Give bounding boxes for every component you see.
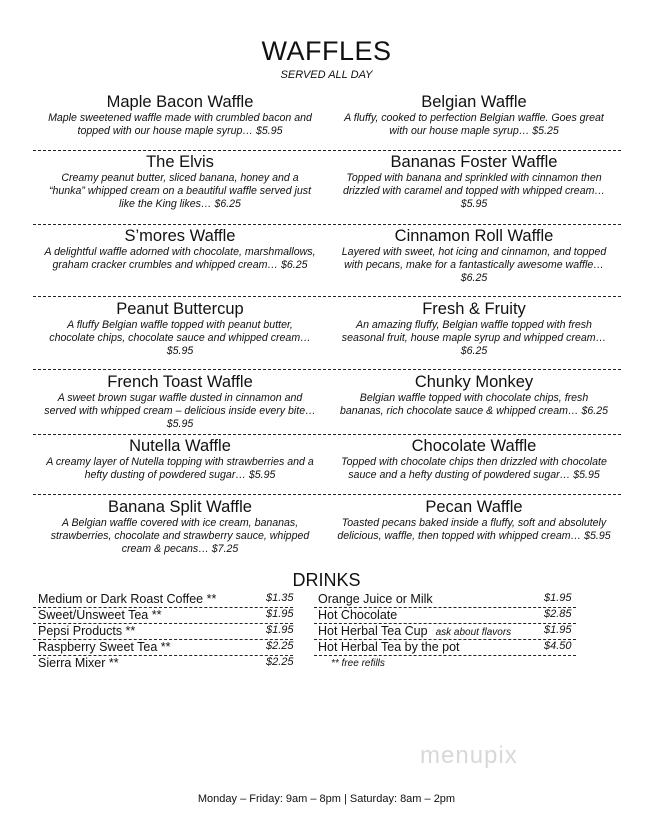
- item-name: The Elvis: [146, 153, 214, 171]
- item-name: S’mores Waffle: [124, 227, 236, 245]
- menu-item: [327, 92, 621, 138]
- waffle-row: [33, 299, 621, 358]
- menu-item: [33, 436, 327, 482]
- drink-name: Sweet/Unsweet Tea **: [38, 608, 162, 622]
- drink-item: [318, 624, 578, 640]
- drink-item: [38, 640, 298, 656]
- menu-item: [327, 226, 621, 285]
- item-price: $6.25: [581, 405, 608, 417]
- item-description: Topped with chocolate chips then drizzled with chocolate sauce and a hefty dusting of powdered sugar… $5.95: [341, 456, 607, 481]
- item-name: Pecan Waffle: [425, 498, 523, 516]
- drink-name: Pepsi Products **: [38, 624, 136, 638]
- drink-name: Hot Herbal Tea Cup: [318, 624, 428, 638]
- item-price: $5.95: [166, 418, 194, 430]
- drink-price: $2.25: [266, 656, 294, 668]
- item-description: Belgian waffle topped with chocolate chips, fresh bananas, rich chocolate sauce & whipped cream… $6.25: [340, 392, 608, 417]
- menu-item: [33, 497, 327, 556]
- item-name: Belgian Waffle: [421, 93, 527, 111]
- waffle-row: [33, 92, 621, 138]
- drink-note: ask about flavors: [435, 627, 512, 638]
- divider: [33, 369, 621, 370]
- item-price: $5.95: [460, 198, 488, 210]
- item-description: Maple sweetened waffle made with crumbled bacon and topped with our house maple syrup… $5.95: [48, 112, 312, 137]
- drink-item: [38, 656, 298, 672]
- drink-name: Hot Chocolate: [318, 608, 398, 622]
- drinks-title: DRINKS: [292, 570, 361, 590]
- item-price: $6.25: [460, 345, 488, 357]
- divider: [33, 296, 621, 297]
- divider: [33, 494, 621, 495]
- item-price: $5.25: [532, 125, 559, 137]
- item-name: Cinnamon Roll Waffle: [394, 227, 554, 245]
- item-name: Maple Bacon Waffle: [106, 93, 254, 111]
- item-name: Nutella Waffle: [129, 437, 231, 455]
- item-name: French Toast Waffle: [107, 373, 253, 391]
- divider: [314, 655, 576, 656]
- drink-item: [38, 624, 298, 640]
- item-name: Fresh & Fruity: [422, 300, 526, 318]
- free-refills-note: ** free refills: [331, 658, 385, 669]
- divider: [33, 224, 621, 225]
- drink-price: $2.85: [544, 608, 572, 620]
- item-price: $5.95: [248, 469, 276, 481]
- divider: [33, 434, 621, 435]
- hours: Monday – Friday: 9am – 8pm | Saturday: 8am – 2pm: [197, 793, 456, 805]
- drink-price: $1.95: [544, 592, 572, 604]
- drink-item: [38, 608, 298, 624]
- item-name: Peanut Buttercup: [116, 300, 244, 318]
- waffle-row: [33, 497, 621, 556]
- drink-name: Orange Juice or Milk: [318, 592, 433, 606]
- item-price: $5.95: [166, 345, 194, 357]
- menu-item: [327, 299, 621, 358]
- item-price: $6.25: [280, 259, 308, 271]
- drink-price: $1.95: [544, 624, 572, 636]
- menu-item: [327, 152, 621, 211]
- menu-item: [33, 92, 327, 138]
- item-description: A fluffy Belgian waffle topped with peanut butter, chocolate chips, chocolate sauce and whipped cream… $5.95: [49, 319, 311, 357]
- menu-item: [327, 436, 621, 482]
- item-name: Chunky Monkey: [414, 373, 534, 391]
- drink-item: [318, 608, 578, 624]
- item-description: A delightful waffle adorned with chocolate, marshmallows, graham cracker crumbles and whipped cream… $6.25: [44, 246, 316, 271]
- menu-item: [33, 372, 327, 431]
- menu-item: [33, 226, 327, 285]
- item-price: $5.95: [255, 125, 283, 137]
- drink-price: $1.95: [266, 624, 294, 636]
- watermark-logo: menupix: [420, 742, 518, 769]
- item-price: $7.25: [211, 543, 239, 555]
- drink-name: Medium or Dark Roast Coffee **: [38, 592, 217, 606]
- item-name: Bananas Foster Waffle: [390, 153, 558, 171]
- item-description: A fluffy, cooked to perfection Belgian waffle. Goes great with our house maple syrup… $5.25: [344, 112, 604, 137]
- item-description: Layered with sweet, hot icing and cinnamon, and topped with pecans, make for a fantastically awesome waffle… $6.25: [341, 246, 607, 284]
- drink-name: Raspberry Sweet Tea **: [38, 640, 171, 654]
- item-price: $5.95: [573, 469, 600, 481]
- item-price: $6.25: [460, 272, 488, 284]
- menu-item: [327, 372, 621, 431]
- item-price: $6.25: [214, 198, 241, 210]
- drink-price: $2.25: [266, 640, 294, 652]
- drink-item: [318, 592, 578, 608]
- waffle-row: [33, 152, 621, 211]
- item-description: An amazing fluffy, Belgian waffle topped with fresh seasonal fruit, house maple syrup and whipped cream… $6.25: [341, 319, 607, 357]
- item-price: $5.95: [584, 530, 611, 542]
- waffle-row: [33, 372, 621, 431]
- item-description: Toasted pecans baked inside a fluffy, soft and absolutely delicious, waffle, then topped with whipped cream… $5.95: [337, 517, 611, 542]
- drink-item: [38, 592, 298, 608]
- drink-name: Sierra Mixer **: [38, 656, 119, 670]
- drink-price: $4.50: [544, 640, 572, 652]
- waffle-row: [33, 226, 621, 285]
- item-description: Creamy peanut butter, sliced banana, honey and a “hunka” whipped cream on a beautiful waffle served just like the King likes… $6.25: [48, 172, 312, 210]
- item-description: A sweet brown sugar waffle dusted in cinnamon and served with whipped cream – delicious inside every bite… $5.95: [44, 392, 316, 430]
- divider: [33, 150, 621, 151]
- menu-item: [33, 152, 327, 211]
- menu-item: [327, 497, 621, 556]
- waffle-row: [33, 436, 621, 482]
- drink-price: $1.35: [266, 592, 294, 604]
- item-description: A Belgian waffle covered with ice cream, bananas, strawberries, chocolate and strawberry sauce, whipped cream & pecans… $7.25: [50, 517, 310, 555]
- item-description: Topped with banana and sprinkled with cinnamon then drizzled with caramel and topped with whipped cream… $5.95: [342, 172, 606, 210]
- menu-item: [33, 299, 327, 358]
- drink-price: $1.95: [266, 608, 294, 620]
- item-description: A creamy layer of Nutella topping with strawberries and a hefty dusting of powdered sugar… $5.95: [46, 456, 314, 481]
- menu-subtitle: SERVED ALL DAY: [280, 69, 373, 81]
- item-name: Banana Split Waffle: [107, 498, 252, 516]
- drink-name: Hot Herbal Tea by the pot: [318, 640, 460, 654]
- item-name: Chocolate Waffle: [411, 437, 537, 455]
- drink-item: [318, 640, 578, 656]
- menu-title: WAFFLES: [261, 36, 392, 66]
